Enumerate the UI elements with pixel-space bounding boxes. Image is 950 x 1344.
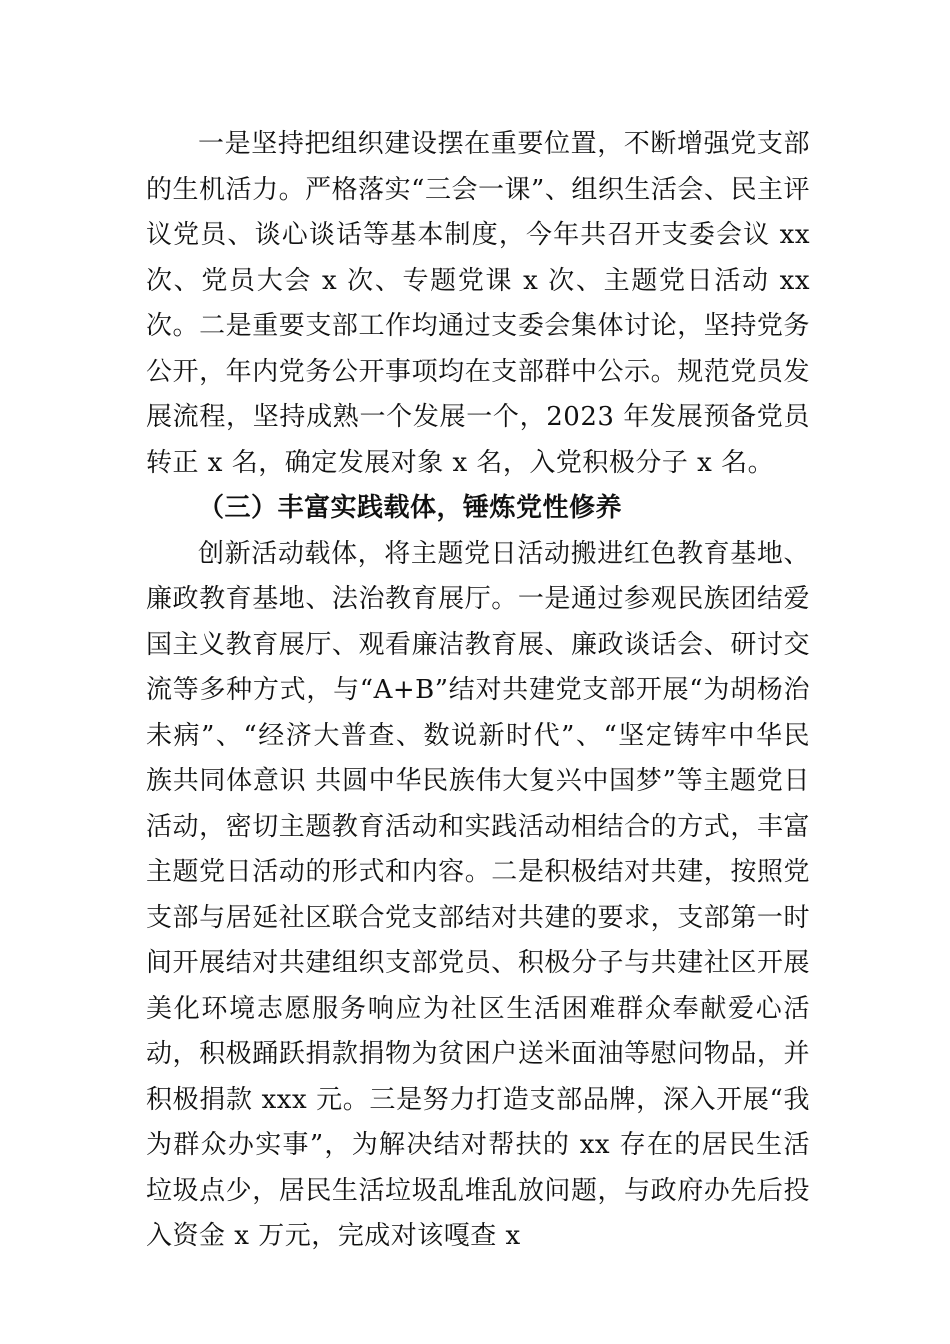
body-paragraph-practice: 创新活动载体，将主题党日活动搬进红色教育基地、廉政教育基地、法治教育展厅。一是通过参观民族团结爱国主义教育展厅、观看廉洁教育展、廉政谈话会、研讨交流等多种方式，与“A+B”结对共建党支部开展“为胡杨治未病”、“经济大普查、数说新时代”、“坚定铸牢中华民族共同体意识 共圆中华民族伟大复兴中国梦”等主题党日活动，密切主题教育活动和实践活动相结合的方式，丰富主题党日活动的形式和内容。二是积极结对共建，按照党支部与居延社区联合党支部结对共建的要求，支部第一时间开展结对共建组织支部党员、积极分子与共建社区开展美化环境志愿服务响应为社区生活困难群众奉献爱心活动，积极踊跃捐款捐物为贫困户送米面油等慰问物品，并积极捐款 xxx 元。三是努力打造支部品牌，深入开展“我为群众办实事”，为解决结对帮扶的 xx 存在的居民生活垃圾点少，居民生活垃圾乱堆乱放问题，与政府办先后投入资金 x 万元，完成对该嘎查 x (146, 538, 810, 1251)
section-heading: （三）丰富实践载体，锤炼党性修养 (198, 493, 623, 523)
document-body (146, 122, 810, 1260)
body-paragraph-organization: 一是坚持把组织建设摆在重要位置，不断增强党支部的生机活力。严格落实“三会一课”、组织生活会、民主评议党员、谈心谈话等基本制度，今年共召开支委会议 xx 次、党员大会 x 次、专题党课 x 次、主题党日活动 xx 次。二是重要支部工作均通过支委会集体讨论，坚持党务公开，年内党务公开事项均在支部群中公示。规范党员发展流程，坚持成熟一个发展一个，2023 年发展预备党员转正 x 名，确定发展对象 x 名，入党积极分子 x 名。 (146, 129, 810, 478)
